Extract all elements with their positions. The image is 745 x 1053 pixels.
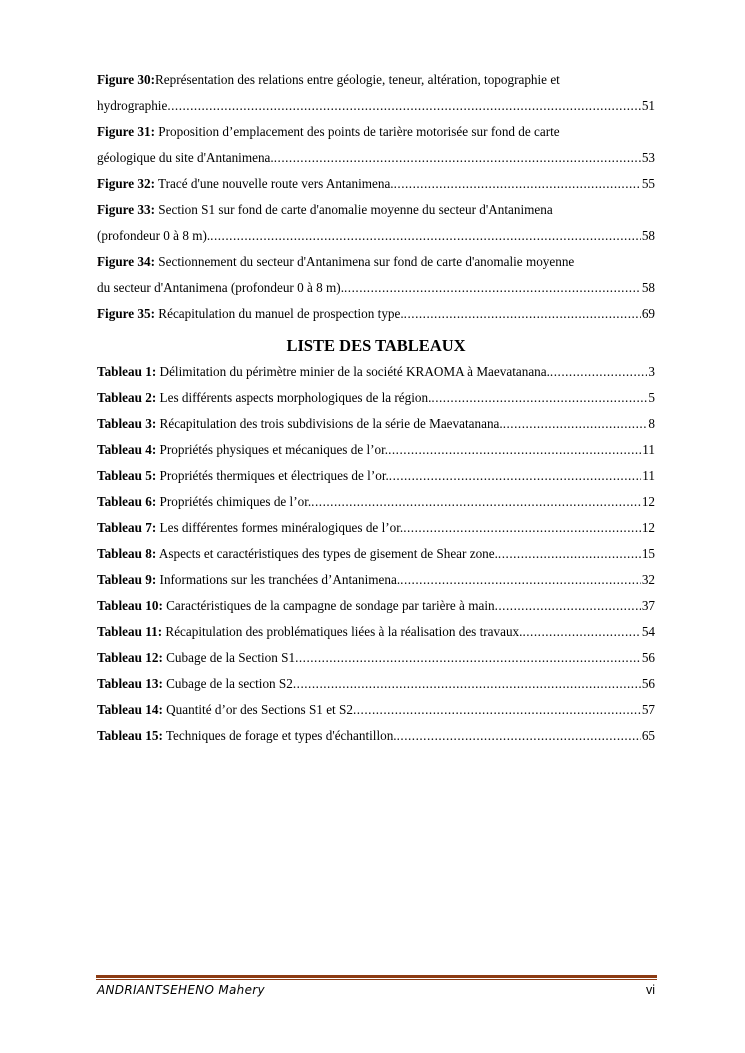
- table-label: Tableau 12:: [97, 650, 163, 665]
- figure-label: Figure 32:: [97, 176, 155, 191]
- figure-title-continued: (profondeur 0 à 8 m).: [97, 228, 211, 243]
- table-label: Tableau 15:: [97, 728, 163, 743]
- figure-entry-line: [97, 171, 655, 197]
- table-label: Tableau 7:: [97, 520, 157, 535]
- table-page-number: 3: [648, 364, 655, 379]
- dot-leader: [498, 541, 641, 567]
- figure-label: Figure 31:: [97, 124, 155, 139]
- table-text: [97, 671, 293, 697]
- dot-leader: [397, 723, 641, 749]
- table-page-number: 11: [642, 442, 655, 457]
- dot-leader: [274, 145, 641, 171]
- table-entry: [97, 645, 655, 671]
- table-title: Récapitulation des trois subdivisions de la série de Maevatanana.: [156, 416, 503, 431]
- table-title: Les différentes formes minéralogiques de l’or.: [156, 520, 404, 535]
- table-text: [97, 723, 397, 749]
- table-entry-line: [97, 671, 655, 697]
- figure-title-continued: du secteur d'Antanimena (profondeur 0 à 8 m).: [97, 280, 344, 295]
- figure-entry-line: [97, 275, 655, 301]
- table-entry: [97, 489, 655, 515]
- table-text: [97, 619, 522, 645]
- figure-entry: [97, 171, 655, 197]
- table-text: [97, 645, 295, 671]
- table-label: Tableau 4:: [97, 442, 157, 457]
- footer-rule: [96, 975, 657, 978]
- table-title: Cubage de la Section S1: [162, 650, 296, 665]
- table-label: Tableau 6:: [97, 494, 157, 509]
- table-page-number: 15: [641, 546, 655, 561]
- table-page-number: 11: [642, 468, 655, 483]
- table-text: [97, 541, 498, 567]
- table-title: Aspects et caractéristiques des types de gisement de Shear zone.: [156, 546, 498, 561]
- table-entry: [97, 567, 655, 593]
- table-entry: [97, 515, 655, 541]
- table-entry-line: [97, 697, 655, 723]
- table-entry-line: [97, 437, 655, 463]
- footer-page-number: vi: [645, 983, 655, 997]
- table-text: [97, 515, 403, 541]
- figure-title: Section S1 sur fond de carte d'anomalie moyenne du secteur d'Antanimena: [155, 202, 553, 217]
- table-page-number: 8: [648, 416, 655, 431]
- figure-entry-line: [97, 145, 655, 171]
- dot-leader: [550, 359, 647, 385]
- dot-leader: [353, 697, 641, 723]
- table-page-number: 56: [641, 650, 655, 665]
- table-entry-line: [97, 489, 655, 515]
- dot-leader: [403, 515, 641, 541]
- footer-author: ANDRIANTSEHENO Mahery: [97, 983, 265, 997]
- figure-label: Figure 33:: [97, 202, 155, 217]
- table-text: [97, 697, 353, 723]
- table-page-number: 37: [641, 598, 655, 613]
- table-label: Tableau 9:: [97, 572, 157, 587]
- figure-page-number: 51: [641, 98, 655, 113]
- figure-entry: [97, 301, 655, 327]
- figure-label: Figure 30:: [97, 72, 155, 87]
- figure-title: Récapitulation du manuel de prospection type.: [155, 306, 404, 321]
- figure-page-number: 69: [641, 306, 655, 321]
- figure-text: [97, 301, 404, 327]
- table-title: Quantité d’or des Sections S1 et S2: [162, 702, 353, 717]
- table-title: Délimitation du périmètre minier de la société KRAOMA à Maevatanana.: [156, 364, 550, 379]
- figure-entry-line: [97, 249, 655, 275]
- table-text: [97, 593, 495, 619]
- table-page-number: 12: [641, 520, 655, 535]
- table-entry-line: [97, 515, 655, 541]
- table-label: Tableau 3:: [97, 416, 157, 431]
- dot-leader: [389, 463, 642, 489]
- figure-entry: [97, 249, 655, 301]
- dot-leader: [293, 671, 641, 697]
- figure-title: Représentation des relations entre géologie, teneur, altération, topographie et: [155, 72, 560, 87]
- table-page-number: 65: [641, 728, 655, 743]
- figure-list: [97, 67, 655, 327]
- table-label: Tableau 5:: [97, 468, 157, 483]
- figure-page-number: 58: [641, 280, 655, 295]
- dot-leader: [431, 385, 647, 411]
- table-title: Récapitulation des problématiques liées à la réalisation des travaux.: [162, 624, 523, 639]
- table-title: Cubage de la section S2: [162, 676, 293, 691]
- table-label: Tableau 13:: [97, 676, 163, 691]
- table-entry-line: [97, 359, 655, 385]
- table-entry-line: [97, 593, 655, 619]
- figure-title-continued: géologique du site d'Antanimena.: [97, 150, 274, 165]
- tables-section-title: LISTE DES TABLEAUX: [286, 336, 466, 355]
- dot-leader: [503, 411, 648, 437]
- table-label: Tableau 14:: [97, 702, 163, 717]
- table-label: Tableau 1:: [97, 364, 157, 379]
- dot-leader: [404, 301, 641, 327]
- table-entry: [97, 619, 655, 645]
- table-label: Tableau 2:: [97, 390, 157, 405]
- table-text: [97, 463, 389, 489]
- figure-title: Tracé d'une nouvelle route vers Antanimena.: [155, 176, 394, 191]
- table-entry: [97, 541, 655, 567]
- table-page-number: 32: [641, 572, 655, 587]
- table-page-number: 56: [641, 676, 655, 691]
- table-entry: [97, 697, 655, 723]
- table-entry: [97, 411, 655, 437]
- table-entry-line: [97, 567, 655, 593]
- table-entry-line: [97, 619, 655, 645]
- table-text: [97, 437, 388, 463]
- table-entry-line: [97, 541, 655, 567]
- figure-page-number: 53: [641, 150, 655, 165]
- table-entry-line: [97, 645, 655, 671]
- figure-entry: [97, 197, 655, 249]
- table-title: Propriétés physiques et mécaniques de l’or.: [156, 442, 389, 457]
- table-entry: [97, 723, 655, 749]
- table-entry-line: [97, 385, 655, 411]
- dot-leader: [394, 171, 641, 197]
- table-of-contents: [97, 67, 655, 749]
- table-entry: [97, 359, 655, 385]
- table-text: [97, 489, 311, 515]
- table-text: [97, 385, 431, 411]
- table-label: Tableau 11:: [97, 624, 163, 639]
- figure-entry-line: [97, 197, 655, 223]
- table-list: [97, 359, 655, 749]
- table-page-number: 54: [641, 624, 655, 639]
- table-page-number: 12: [641, 494, 655, 509]
- dot-leader: [311, 489, 641, 515]
- table-label: Tableau 10:: [97, 598, 163, 613]
- table-entry: [97, 385, 655, 411]
- table-entry-line: [97, 463, 655, 489]
- dot-leader: [295, 645, 641, 671]
- table-title: Propriétés thermiques et électriques de l’or.: [156, 468, 389, 483]
- table-label: Tableau 8:: [97, 546, 157, 561]
- figure-entry-line: [97, 67, 655, 93]
- table-title: Caractéristiques de la campagne de sondage par tarière à main: [162, 598, 495, 613]
- table-text: [97, 411, 503, 437]
- dot-leader: [388, 437, 641, 463]
- table-entry: [97, 463, 655, 489]
- figure-page-number: 55: [641, 176, 655, 191]
- dot-leader: [210, 223, 641, 249]
- table-entry: [97, 671, 655, 697]
- table-text: [97, 359, 550, 385]
- table-title: Propriétés chimiques de l’or.: [156, 494, 312, 509]
- table-text: [97, 567, 400, 593]
- table-page-number: 57: [641, 702, 655, 717]
- dot-leader: [522, 619, 640, 645]
- dot-leader: [400, 567, 641, 593]
- figure-entry: [97, 67, 655, 119]
- table-title: Techniques de forage et types d'échantillon.: [162, 728, 397, 743]
- figure-title-continued: hydrographie: [97, 98, 168, 113]
- figure-text: [97, 171, 394, 197]
- dot-leader: [167, 93, 641, 119]
- figure-label: Figure 35:: [97, 306, 155, 321]
- table-entry-line: [97, 411, 655, 437]
- figure-entry-line: [97, 223, 655, 249]
- table-entry: [97, 593, 655, 619]
- figure-page-number: 58: [641, 228, 655, 243]
- footer-rule-thin: [96, 979, 657, 980]
- table-title: Informations sur les tranchées d’Antanimena.: [156, 572, 401, 587]
- table-entry-line: [97, 723, 655, 749]
- figure-entry-line: [97, 119, 655, 145]
- dot-leader: [344, 275, 641, 301]
- figure-title: Proposition d’emplacement des points de tarière motorisée sur fond de carte: [155, 124, 560, 139]
- figure-title: Sectionnement du secteur d'Antanimena sur fond de carte d'anomalie moyenne: [155, 254, 575, 269]
- table-entry: [97, 437, 655, 463]
- figure-entry: [97, 119, 655, 171]
- figure-entry-line: [97, 93, 655, 119]
- table-title: Les différents aspects morphologiques de la région.: [156, 390, 432, 405]
- figure-label: Figure 34:: [97, 254, 155, 269]
- dot-leader: [495, 593, 641, 619]
- table-page-number: 5: [648, 390, 655, 405]
- figure-entry-line: [97, 301, 655, 327]
